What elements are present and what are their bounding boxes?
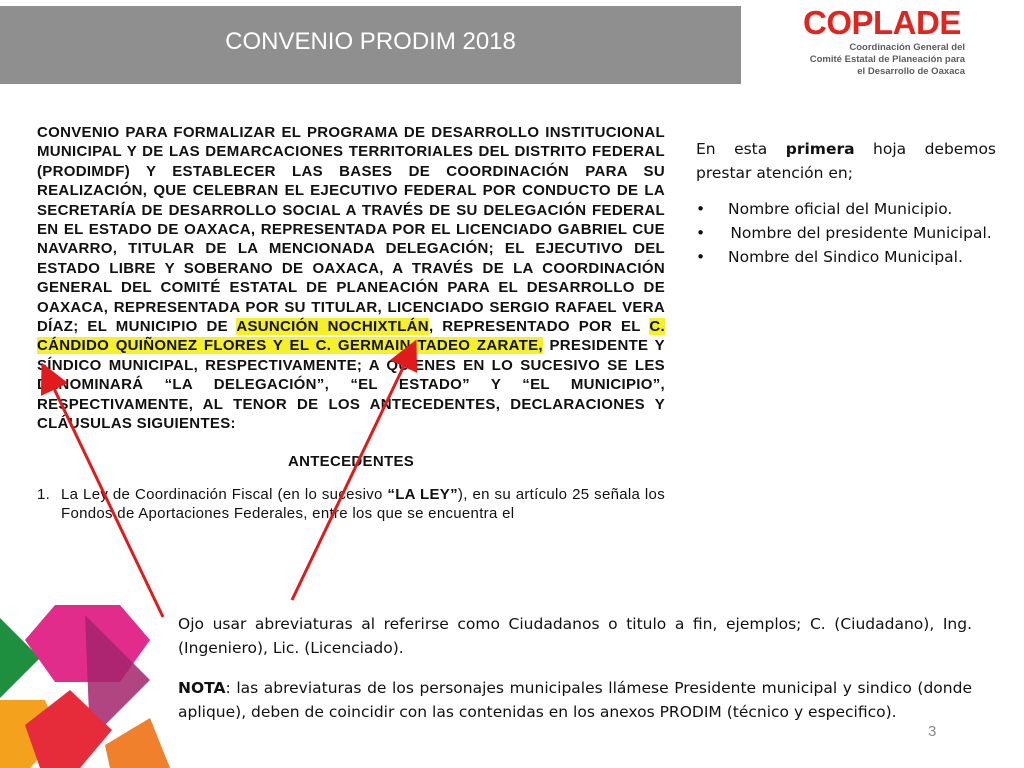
officials-highlight: C. CÁNDIDO QUIÑONEZ FLORES Y EL C. GERMAIN TADEO ZARATE, [37,318,665,355]
page-number: 3 [928,723,937,740]
item-text-law: “LA LEY” [387,485,458,503]
logo-subtitle-line-2: Comité Estatal de Planeación para [809,54,965,65]
corner-decoration [0,605,170,768]
item-number: 1. [37,485,51,503]
item-text-c: ), en su artículo 25 señala los Fondos de Aportaciones Federales, entre los que se encuentra el [61,485,665,523]
bullet-president-name: • Nombre del presidente Municipal. [696,221,996,245]
municipality-highlight: ASUNCIÓN NOCHIXTLÁN [236,318,429,336]
notes-intro-c: hoja debemos prestar atención en; [696,140,996,182]
logo-wordmark: COPLADE [803,4,961,41]
notes-intro-emphasis: primera [785,140,855,158]
arrow-to-sindico [292,353,410,600]
antecedentes-heading: ANTECEDENTES [287,452,415,470]
item-text-a: La Ley de Coordinación Fiscal (en lo sucesivo [61,485,388,503]
orange-accent-shape [105,718,170,768]
slide-title: CONVENIO PRODIM 2018 [225,28,516,55]
nota-label: NOTA [178,679,226,697]
bullet-sindico-name: • Nombre del Sindico Municipal. [696,245,996,269]
preamble-ending: PRESIDENTE Y SÍNDICO MUNICIPAL, RESPECTIVAMENTE; A QUIENES EN LO SUCESIVO SE LES DENOMINARÁ “LA DELEGACIÓN”, “EL ESTADO” Y “EL MUNICIPIO”, RESPECTIVAMENTE, AL TENOR DE LOS ANTECEDENTES, DECLARACIONES Y CLÁUSULAS SIGUIENTES: [37,337,665,433]
logo-subtitle-line-1: Coordinación General del [849,42,965,53]
arrow-to-president [48,376,163,617]
notes-intro-a: En esta [696,140,786,158]
abbreviations-note: Ojo usar abreviaturas al referirse como Ciudadanos o titulo a fin, ejemplos; C. (Ciudadano), Ing. (Ingeniero), Lic. (Licenciado). [178,615,972,657]
logo-subtitle-line-3: el Desarrollo de Oaxaca [857,66,965,77]
preamble-middle: , REPRESENTADO POR EL [428,318,650,336]
bullet-municipality-name: • Nombre oficial del Municipio. [696,197,996,221]
preamble-text: CONVENIO PARA FORMALIZAR EL PROGRAMA DE DESARROLLO INSTITUCIONAL MUNICIPAL Y DE LAS DEMARCACIONES TERRITORIALES DEL DISTRITO FEDERAL (PRODIMDF) Y ESTABLECER LAS BASES DE COORDINACIÓN PARA SU REALIZACIÓN, QUE CELEBRAN EL EJECUTIVO FEDERAL POR CONDUCTO DE LA SECRETARÍA DE DESARROLLO SOCIAL A TRAVÉS DE SU DELEGACIÓN FEDERAL EN EL ESTADO DE OAXACA, REPRESENTADA POR EL LICENCIADO GABRIEL CUE NAVARRO, TITULAR DE LA MENCIONADA DELEGACIÓN; EL EJECUTIVO DEL ESTADO LIBRE Y SOBERANO DE OAXACA, A TRAVÉS DE LA COORDINACIÓN GENERAL DEL COMITÉ ESTATAL DE PLANEACIÓN PARA EL DESARROLLO DE OAXACA, REPRESENTADA POR SU TITULAR, LICENCIADO SERGIO RAFAEL VERA DÍAZ; EL MUNICIPIO DE [37,124,665,336]
nota-text: : las abreviaturas de los personajes municipales llámese Presidente municipal y sindico (donde aplique), deben de coincidir con las contenidas en los anexos PRODIM (técnico y especifico). [178,679,972,721]
